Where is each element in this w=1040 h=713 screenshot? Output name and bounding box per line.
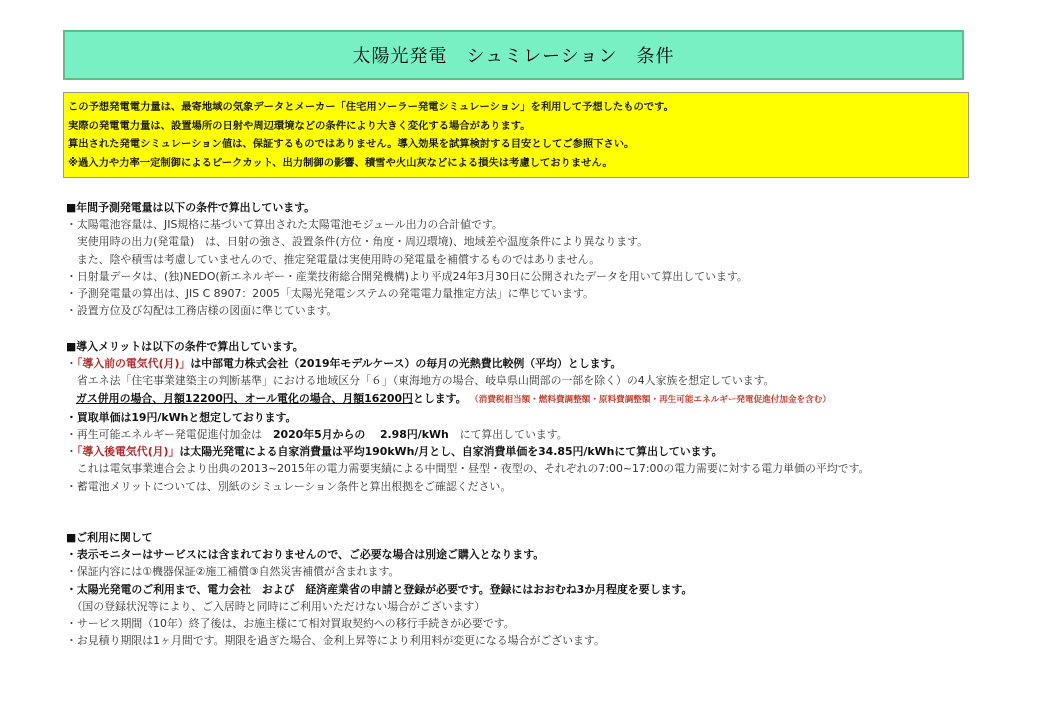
notice-line: ※過入力や力率一定制御によるピークカット、出力制御の影響、積雪や火山灰などによる損失は考慮しておりません。 <box>68 157 613 170</box>
usage-line: ・保証内容には①機器保証②施工補償③自然災害補償が含まれます。 <box>66 565 400 579</box>
surcharge-suffix: にて算出しています。 <box>459 428 568 442</box>
gas-monthly-amount: ガス併用の場合、月額12200円、 <box>76 391 245 405</box>
page-title: 太陽光発電 シュミレーション 条件 <box>352 46 675 67</box>
merit-line-after-cost <box>66 443 966 460</box>
before-cost-text: は中部電力株式会社（2019年モデルケース）の毎月の光熱費比較例（平均）とします。 <box>190 357 622 371</box>
after-cost-label: 「導入後電気代(月)」 <box>76 445 180 459</box>
usage-line: （国の登録状況等により、ご入居時と同時にご利用いただけない場合がございます） <box>66 599 486 613</box>
annual-conditions-section <box>66 199 966 319</box>
condition-line: ・日射量データは、(独)NEDO(新エネルギー・産業技術総合開発機構)より平成24年3月30日に公開されたデータを用いて算出しています。 <box>66 269 748 283</box>
usage-line: ・お見積り期限は1ヶ月間です。期限を過ぎた場合、金利上昇等により利用料が変更になる場合がございます。 <box>66 634 605 648</box>
bullet: ・ <box>66 445 77 459</box>
after-cost-text: は太陽光発電による自家消費量は平均190kWh/月とし、自家消費単価を34.85円/kWhにて算出しています。 <box>179 445 723 459</box>
notice-line: 実際の発電電力量は、設置場所の日射や周辺環境などの条件により大きく変化する場合があります。 <box>68 119 531 132</box>
usage-section <box>66 529 966 649</box>
disclaimer-box <box>63 92 969 178</box>
surcharge-value: 2020年5月からの 2.98円/kWh <box>272 428 460 442</box>
merit-conditions-section <box>66 338 966 495</box>
monthly-suffix: とします。 <box>412 391 467 405</box>
section-heading: ■導入メリットは以下の条件で算出しています。 <box>66 340 304 353</box>
all-electric-monthly-amount: オール電化の場合、月額16200円 <box>244 391 413 405</box>
merit-line-surcharge <box>66 426 966 443</box>
condition-line: 実使用時の出力(発電量) は、日射の強さ、設置条件(方位・角度・周辺環境)、地域差や温度条件により異なります。 <box>66 235 649 249</box>
usage-line: ・表示モニターはサービスには含まれておりませんので、ご必要な場合は別途ご購入となります。 <box>66 548 545 562</box>
condition-line: また、陰や積雪は考慮していませんので、推定発電量は実使用時の発電量を補償するものではありません。 <box>66 252 601 266</box>
title-banner <box>63 30 964 80</box>
bullet: ・ <box>66 357 77 371</box>
merit-line-before-cost <box>66 355 966 372</box>
condition-line: ・設置方位及び勾配は工務店様の図面に準じています。 <box>66 304 338 318</box>
tax-note: （消費税相当額・燃料費調整額・原料費調整額・再生可能エネルギー発電促進付加金を含む） <box>470 394 831 405</box>
merit-line-source: これは電気事業連合会より出典の2013~2015年の電力需要実績による中間型・昼型・夜型の、それぞれの7:00~17:00の電力需要に対する電力単価の平均です。 <box>66 462 870 476</box>
surcharge-label: ・再生可能エネルギー発電促進付加金は <box>66 428 273 442</box>
condition-line: ・太陽電池容量は、JIS規格に基づいて算出された太陽電池モジュール出力の合計値です。 <box>66 218 503 232</box>
section-heading: ■ご利用に関して <box>66 531 153 544</box>
usage-line: ・太陽光発電のご利用まで、電力会社 および 経済産業省の申請と登録が必要です。登録にはおおむね3か月程度を要します。 <box>66 582 693 596</box>
section-heading: ■年間予測発電量は以下の条件で算出しています。 <box>66 201 316 214</box>
notice-line: この予想発電電力量は、最寄地域の気象データとメーカー「住宅用ソーラー発電シミュレーション」を利用して予想したものです。 <box>68 101 674 113</box>
notice-line: 算出された発電シミュレーション値は、保証するものではありません。導入効果を試算検討する目安としてご参照下さい。 <box>68 138 635 151</box>
merit-line-purchase-price: ・買取単価は19円/kWhと想定しております。 <box>66 410 297 424</box>
merit-line-region: 省エネ法「住宅事業建築主の判断基準」における地域区分「６」（東海地方の場合、岐阜県山間部の一部を除く）の4人家族を想定しています。 <box>66 374 775 388</box>
merit-line-monthly <box>66 390 966 409</box>
before-cost-label: 「導入前の電気代(月)」 <box>76 357 191 371</box>
merit-line-battery: ・蓄電池メリットについては、別紙のシミュレーション条件と算出根拠をご確認ください。 <box>66 479 512 493</box>
usage-line: ・サービス期間（10年）終了後は、お施主様にて相対買取契約への移行手続きが必要です。 <box>66 617 515 631</box>
condition-line: ・予測発電量の算出は、JIS C 8907：2005「太陽光発電システムの発電電力量推定方法」に準じています。 <box>66 287 594 301</box>
